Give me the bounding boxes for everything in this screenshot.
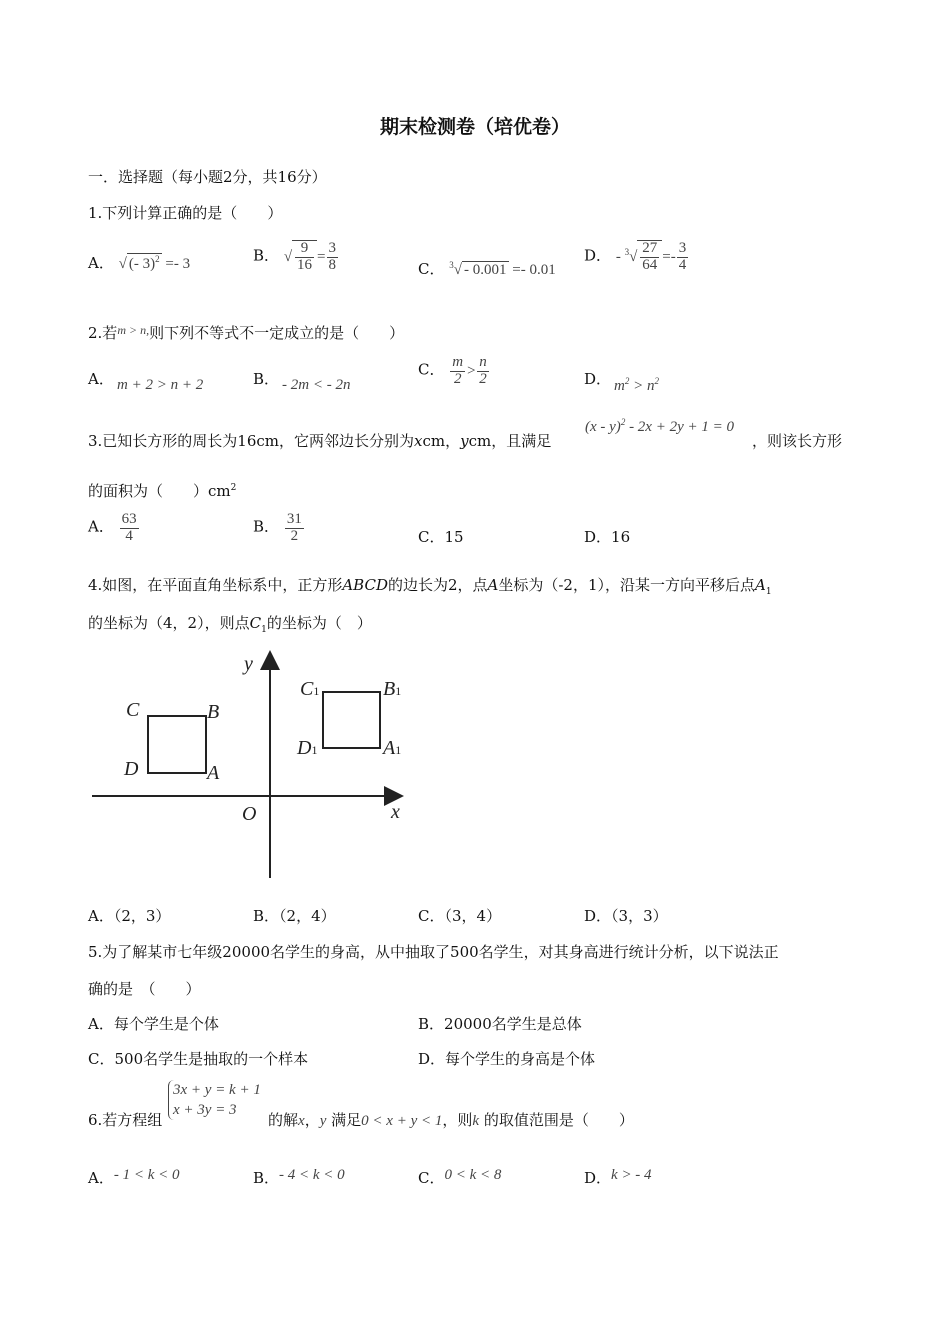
q1-stem: 1.下列计算正确的是（ ） — [88, 204, 283, 222]
origin-label: O — [242, 803, 257, 825]
q5-option-d[interactable]: D．每个学生的身高是个体 — [418, 1050, 596, 1068]
coordinate-figure — [86, 648, 416, 882]
q6-option-c[interactable]: C．0 < k < 8 — [418, 1167, 502, 1187]
q1-option-a[interactable] — [88, 252, 190, 273]
q5-option-a[interactable]: A．每个学生是个体 — [88, 1015, 219, 1033]
q2-d-math: $m^2 > n^2$ — [614, 376, 659, 394]
label-c1: C1 — [300, 678, 320, 700]
x-axis-label: x — [391, 801, 400, 823]
label-a: A — [207, 762, 220, 784]
q2-option-d[interactable]: D． — [584, 370, 612, 388]
q1-option-c[interactable] — [418, 258, 556, 279]
label-d1: D1 — [297, 737, 318, 759]
q2-b-math: - 2m < - 2n — [282, 377, 351, 393]
q3-stem-end: ，则该长方形 — [752, 432, 843, 450]
q2-stem: 2.若$^{m > n,}$则下列不等式不一定成立的是（ ） — [88, 323, 405, 342]
label-b: B — [207, 701, 220, 723]
q1-option-d[interactable] — [584, 240, 689, 274]
q1-a-math: √ (- 3)$^2$ =- 3 — [118, 254, 191, 272]
q3-option-d[interactable]: D．16 — [584, 528, 631, 546]
page-title: 期末检测卷（培优卷） — [379, 116, 570, 138]
q6-option-d[interactable]: D．k > - 4 — [584, 1167, 652, 1187]
q6-option-b[interactable]: B．- 4 < k < 0 — [253, 1167, 345, 1187]
q2-option-c[interactable]: C． $\frac{m}{2}$ > $\frac{n}{2}$ — [418, 355, 490, 388]
q2-a-math: m + 2 > n + 2 — [117, 377, 204, 393]
q5-stem-line2: 确的是 （ ） — [88, 980, 201, 998]
label-d: D — [124, 758, 139, 780]
q1-d-math: - $^3$√ $\frac{27}{64}$ =- $\frac{3}{4}$ — [615, 240, 687, 273]
q1-label-a: A． — [88, 254, 114, 272]
q2-option-a[interactable]: A． — [88, 370, 114, 388]
q4-stem-line1: 4.如图，在平面直角坐标系中，正方形ABCD的边长为2，点A坐标为（-2，1），沿某一方向平移后点$A_1$ — [88, 576, 772, 597]
q4-option-a[interactable]: A．（2，3） — [88, 907, 171, 925]
q3-stem-line2: 的面积为（ ）$cm^2$ — [88, 482, 237, 500]
label-a1: A1 — [383, 737, 402, 759]
q5-stem-line1: 5.为了解某市七年级20000名学生的身高，从中抽取了500名学生，对其身高进行统计分析，以下说法正 — [88, 943, 779, 961]
q1-c-math: $^3$√ - 0.001 =- 0.01 — [449, 260, 556, 278]
q1-b-math: √ $\frac{9}{16}$ = $\frac{3}{8}$ — [283, 240, 337, 273]
section-heading: 一．选择题（每小题2分，共16分） — [88, 168, 327, 186]
q5-option-c[interactable]: C．500名学生是抽取的一个样本 — [88, 1050, 309, 1068]
square-abcd — [148, 716, 206, 773]
q4-option-c[interactable]: C．（3，4） — [418, 907, 502, 925]
q4-option-b[interactable]: B．（2，4） — [253, 907, 336, 925]
q3-option-c[interactable]: C．15 — [418, 528, 464, 546]
q6-system: 3x + y = k + 1 x + 3y = 3 — [168, 1080, 261, 1120]
q3-stem: 3.已知长方形的周长为16cm，它两邻边长分别为xcm，ycm，且满足 — [88, 432, 552, 450]
y-axis-label: y — [244, 653, 253, 675]
q1-label-b: B． — [253, 246, 280, 265]
q4-stem-line2: 的坐标为（4，2），则点$C_1$的坐标为（ ） — [88, 614, 372, 635]
q3-option-a[interactable]: A． $\frac{63}{4}$ — [88, 511, 137, 544]
q2-c-math: $\frac{m}{2}$ > $\frac{n}{2}$ — [452, 354, 487, 387]
q6-stem-rest: 的解x，y 满足0 < x + y < 1，则k 的取值范围是（ ） — [268, 1111, 634, 1129]
label-b1: B1 — [383, 678, 402, 700]
q6-option-a[interactable]: A．- 1 < k < 0 — [88, 1167, 180, 1187]
q3-equation: (x - y)$^2$ - 2x + 2y + 1 = 0 — [585, 417, 734, 435]
q1-label-d: D． — [584, 246, 612, 265]
q1-option-b[interactable] — [253, 240, 339, 274]
q1-label-c: C． — [418, 260, 445, 278]
label-c: C — [126, 699, 140, 721]
q2-option-b[interactable]: B． — [253, 370, 280, 388]
q4-option-d[interactable]: D．（3，3） — [584, 907, 668, 925]
square-a1b1c1d1 — [323, 692, 380, 748]
q6-stem-pre: 6.若方程组 — [88, 1111, 163, 1129]
q3-option-b[interactable]: B． $\frac{31}{2}$ — [253, 511, 302, 544]
q5-option-b[interactable]: B．20000名学生是总体 — [418, 1015, 582, 1033]
